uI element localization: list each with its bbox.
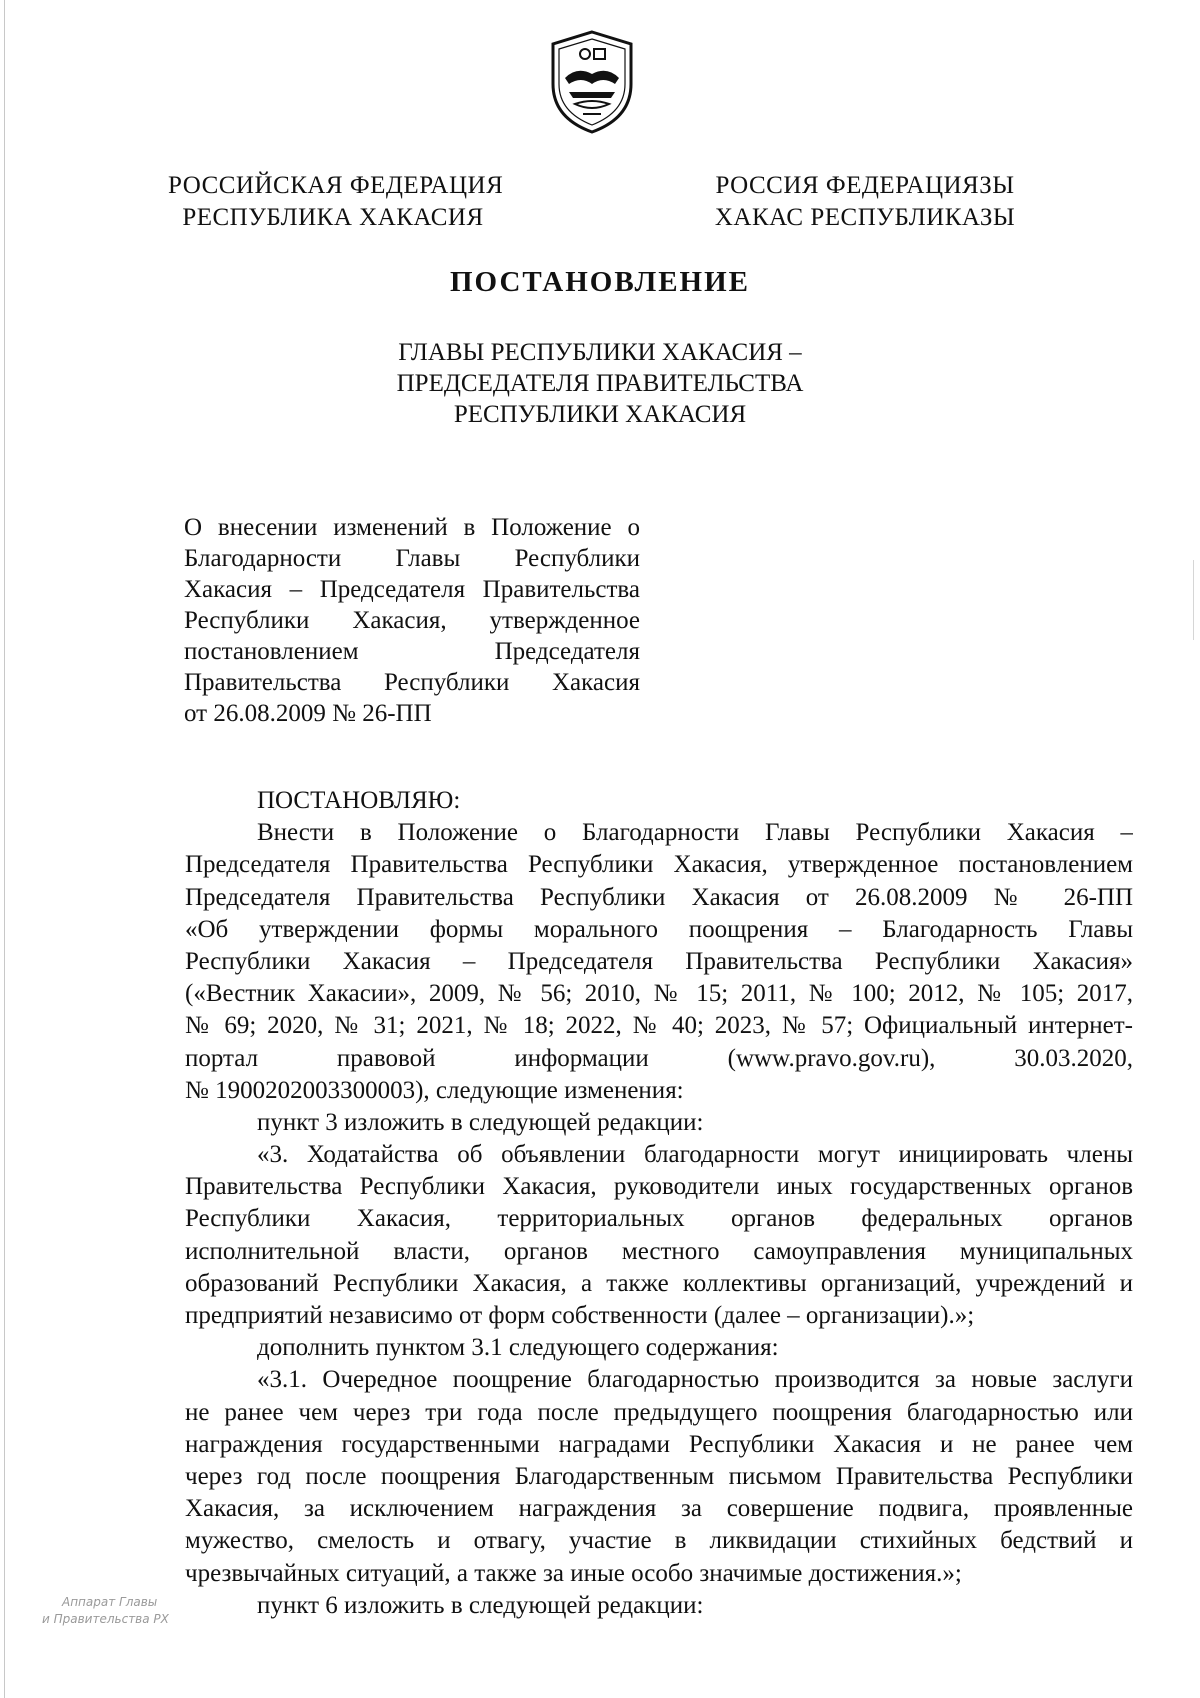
issuer-line: ГЛАВЫ РЕСПУБЛИКИ ХАКАСИЯ –: [398, 339, 802, 366]
body-line: пункт 3 изложить в следующей редакции:: [257, 1108, 704, 1136]
body-line: № 69; 2020, № 31; 2021, № 18; 2022, № 40; 2023, № 57; Официальный интернет-: [185, 1012, 1133, 1040]
body-line: ПОСТАНОВЛЯЮ:: [257, 787, 461, 814]
body-text: [185, 785, 1133, 1622]
body-line: № 1900202003300003), следующие изменения:: [185, 1076, 684, 1104]
body-line: («Вестник Хакасии», 2009, № 56; 2010, № 15; 2011, № 100; 2012, № 105; 2017,: [185, 980, 1133, 1008]
subject-line: Правительства Республики Хакасия: [184, 669, 640, 696]
header-right-republic: ХАКАС РЕСПУБЛИКАЗЫ: [714, 204, 1016, 231]
body-line: образований Республики Хакасия, а также коллективы организаций, учреждений и: [185, 1269, 1133, 1297]
subject-line: О внесении изменений в Положение о: [184, 514, 640, 541]
subject-line: от 26.08.2009 № 26-ПП: [184, 700, 432, 727]
body-line: Председателя Правительства Республики Хакасия от 26.08.2009 № 26-ПП: [185, 883, 1133, 911]
scan-edge-mark: [1193, 560, 1194, 640]
header-left: [168, 170, 504, 234]
body-line: через год после поощрения Благодарственным письмом Правительства Республики: [185, 1462, 1133, 1490]
subject-line: Хакасия – Председателя Правительства: [184, 576, 640, 603]
body-line: исполнительной власти, органов местного самоуправления муниципальных: [185, 1237, 1133, 1265]
subject-line: Благодарности Главы Республики: [184, 545, 640, 572]
subject-line: Республики Хакасия, утвержденное: [184, 607, 640, 634]
header-right: [700, 170, 1030, 234]
header-right-country: РОССИЯ ФЕДЕРАЦИЯЗЫ: [715, 172, 1015, 199]
body-line: дополнить пунктом 3.1 следующего содержания:: [257, 1334, 779, 1362]
body-line: портал правовой информации (www.pravo.gov.ru), 30.03.2020,: [185, 1044, 1133, 1072]
subject-block: [184, 512, 640, 729]
body-line: пункт 6 изложить в следующей редакции:: [257, 1591, 704, 1619]
subject-line: постановлением Председателя: [184, 638, 640, 665]
body-line: Правительства Республики Хакасия, руководители иных государственных органов: [185, 1173, 1133, 1201]
coat-of-arms-emblem-icon: [545, 28, 639, 136]
body-line: не ранее чем через три года после предыдущего поощрения благодарностью или: [185, 1398, 1133, 1426]
stamp-line: и Правительства РХ: [42, 1612, 169, 1626]
body-line: Республики Хакасия – Председателя Правительства Республики Хакасия»: [185, 947, 1133, 975]
office-stamp: [42, 1594, 169, 1628]
body-line: мужество, смелость и отвагу, участие в ликвидации стихийных бедствий и: [185, 1527, 1133, 1555]
stamp-line: Аппарат Главы: [62, 1595, 158, 1609]
body-line: Председателя Правительства Республики Хакасия, утвержденное постановлением: [185, 851, 1133, 879]
issuer-line: ПРЕДСЕДАТЕЛЯ ПРАВИТЕЛЬСТВА: [396, 370, 804, 397]
body-line: «3. Ходатайства об объявлении благодарности могут инициировать члены: [257, 1141, 1133, 1169]
issuer-block: [0, 337, 1200, 430]
body-line: Внести в Положение о Благодарности Главы Республики Хакасия –: [257, 819, 1133, 847]
body-line: «3.1. Очередное поощрение благодарностью производится за новые заслуги: [257, 1366, 1133, 1394]
body-line: «Об утверждении формы морального поощрения – Благодарность Главы: [185, 915, 1133, 943]
header-left-republic: РЕСПУБЛИКА ХАКАСИЯ: [182, 204, 484, 231]
document-type-title: ПОСТАНОВЛЕНИЕ: [449, 266, 750, 298]
body-line: предприятий независимо от форм собственности (далее – организации).»;: [185, 1302, 975, 1329]
header-left-country: РОССИЙСКАЯ ФЕДЕРАЦИЯ: [168, 172, 504, 199]
body-line: чрезвычайных ситуаций, а также за иные особо значимые достижения.»;: [185, 1559, 962, 1587]
scan-edge-line: [4, 0, 5, 1698]
body-line: награждения государственными наградами Республики Хакасия и не ранее чем: [185, 1430, 1133, 1458]
body-line: Республики Хакасия, территориальных органов федеральных органов: [185, 1205, 1133, 1233]
body-line: Хакасия, за исключением награждения за совершение подвига, проявленные: [185, 1495, 1133, 1523]
issuer-line: РЕСПУБЛИКИ ХАКАСИЯ: [453, 401, 747, 428]
